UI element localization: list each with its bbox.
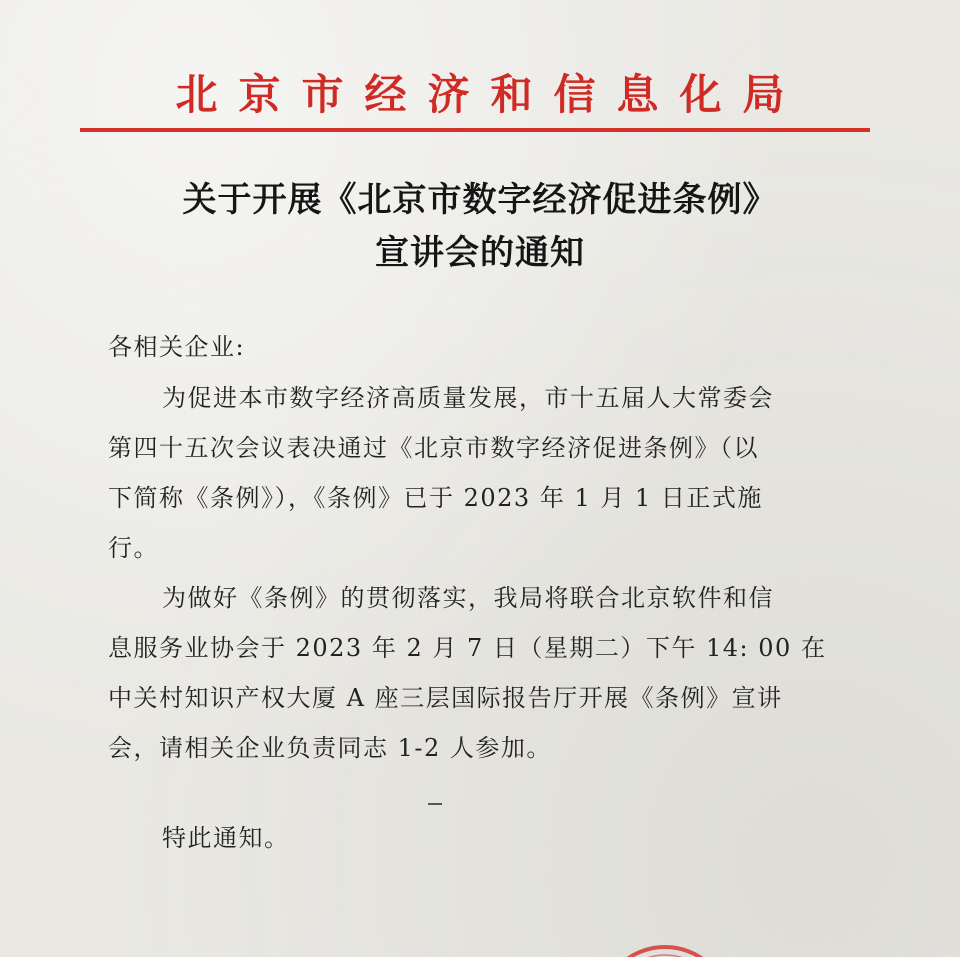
official-seal-edge — [600, 935, 730, 957]
salutation: 各相关企业: — [108, 333, 246, 361]
paragraph-1-line-4: 行。 — [108, 534, 159, 562]
paragraph-2-line-1: 为做好《条例》的贯彻落实，我局将联合北京软件和信 — [162, 584, 774, 612]
paragraph-2-line-2: 息服务业协会于 2023 年 2 月 7 日（星期二）下午 14: 00 在 — [108, 634, 827, 662]
letterhead-red-rule — [80, 128, 870, 132]
letterhead-title: 北京市经济和信息化局 — [175, 70, 806, 119]
paragraph-1-line-3: 下简称《条例》），《条例》已于 2023 年 1 月 1 日正式施 — [108, 484, 763, 512]
paragraph-2-line-4: 会，请相关企业负责同志 1-2 人参加。 — [108, 734, 552, 762]
closing-remark: 特此通知。 — [162, 824, 290, 852]
notice-title-line-1: 关于开展《北京市数字经济促进条例》 — [182, 180, 778, 220]
notice-title-line-2: 宣讲会的通知 — [375, 233, 585, 273]
stray-mark — [428, 803, 442, 805]
paragraph-1-line-1: 为促进本市数字经济高质量发展，市十五届人大常委会 — [162, 384, 774, 412]
paragraph-1-line-2: 第四十五次会议表决通过《北京市数字经济促进条例》（以 — [108, 434, 759, 462]
paragraph-2-line-3: 中关村知识产权大厦 A 座三层国际报告厅开展《条例》宣讲 — [108, 684, 783, 712]
